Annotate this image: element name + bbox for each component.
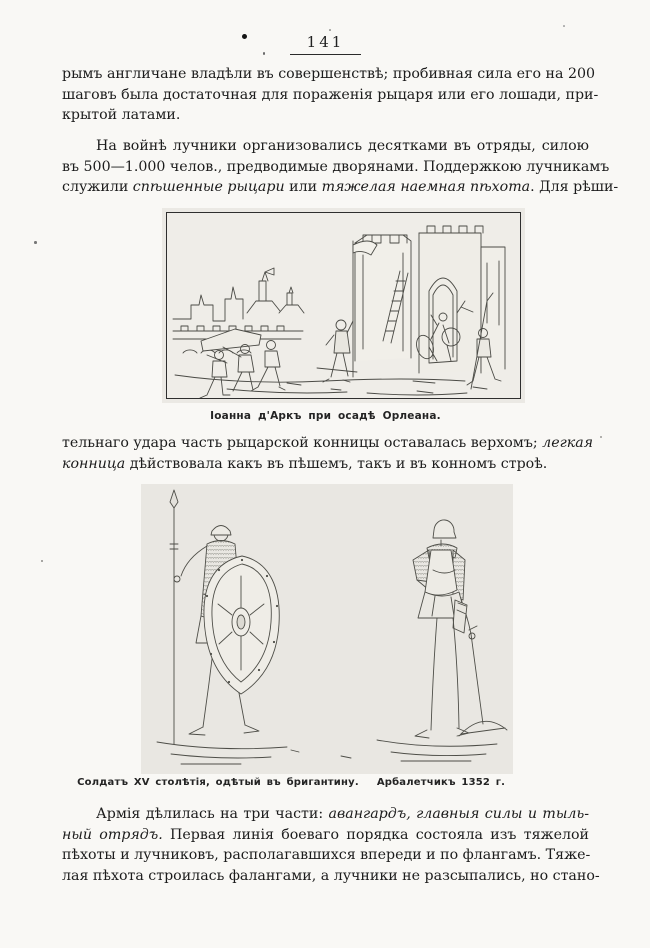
text-line xyxy=(62,454,589,475)
italic-text-run: конница xyxy=(62,455,126,472)
italic-text-run: спѣшенные рыцари xyxy=(132,179,285,196)
paper-speck xyxy=(41,560,43,562)
paragraph-3 xyxy=(62,433,594,474)
paper-speck xyxy=(600,436,602,438)
page-header xyxy=(62,32,589,55)
engraving-frame xyxy=(166,212,521,399)
text-run: Армія дѣлилась на три части: xyxy=(96,806,329,822)
text-line xyxy=(62,157,610,178)
figure2-caption-left: Солдатъ XV столѣтія, одѣтый въ бригантину. xyxy=(77,777,359,788)
text-line xyxy=(62,105,589,126)
text-run: шаговъ была достаточная для пораженія рыцаря или его лошади, при- xyxy=(62,86,599,103)
text-run: Первая линія боеваго порядка состояла изъ тяжелой xyxy=(162,826,589,843)
figure2-captions xyxy=(62,777,589,793)
text-run: дѣйствовала какъ въ пѣшемъ, такъ и въ конномъ строѣ. xyxy=(125,455,548,472)
figure-soldier-and-crossbowman xyxy=(141,484,513,774)
page-number: 141 xyxy=(290,33,362,55)
soldiers-engraving-image xyxy=(141,484,513,774)
italic-text-run: авангардъ, главныя силы и тыль- xyxy=(328,806,589,822)
text-run: тельнаго удара часть рыцарской конницы оставалась верхомъ; xyxy=(62,435,543,451)
paragraph-4 xyxy=(62,804,600,886)
text-column xyxy=(62,0,619,948)
text-run: рымъ англичане владѣли въ совершенствѣ; пробивная сила его на 200 xyxy=(62,66,596,82)
text-run: служили xyxy=(62,179,133,196)
text-run: или xyxy=(284,179,322,196)
figure2-caption-right: Арбалетчикъ 1352 г. xyxy=(376,777,506,788)
italic-text-run: легкая xyxy=(542,435,594,451)
text-line xyxy=(62,825,589,846)
italic-text-run: ный отрядъ. xyxy=(62,826,163,843)
text-line xyxy=(62,177,619,198)
text-run: лая пѣхота строилась фалангами, а лучники не разсыпались, но стано- xyxy=(62,867,600,884)
siege-engraving-image xyxy=(167,213,511,398)
text-line xyxy=(62,136,589,157)
text-line xyxy=(62,85,599,106)
italic-text-run: тяжелая наемная пѣхота xyxy=(321,179,531,196)
text-run: пѣхоты и лучниковъ, располагавшихся впереди и по флангамъ. Тяже- xyxy=(62,847,591,864)
figure1-caption: Іоанна д'Аркъ при осадѣ Орлеана. xyxy=(210,410,441,422)
text-line xyxy=(62,866,600,887)
text-line xyxy=(62,433,594,454)
paragraph-1 xyxy=(62,64,599,126)
text-run: . Для рѣши- xyxy=(530,179,619,196)
text-run: въ 500—1.000 челов., предводимые дворянами. Поддержкою лучникамъ xyxy=(62,158,610,175)
paper-speck xyxy=(34,241,37,244)
text-line xyxy=(62,64,596,85)
text-run: На войнѣ лучники организовались десятками въ отряды, силою xyxy=(96,138,589,154)
text-line xyxy=(62,845,589,866)
figure-joan-of-arc-engraving xyxy=(162,208,525,403)
paragraph-2 xyxy=(62,136,619,198)
text-run: крытой латами. xyxy=(62,107,181,124)
text-line xyxy=(62,804,589,825)
